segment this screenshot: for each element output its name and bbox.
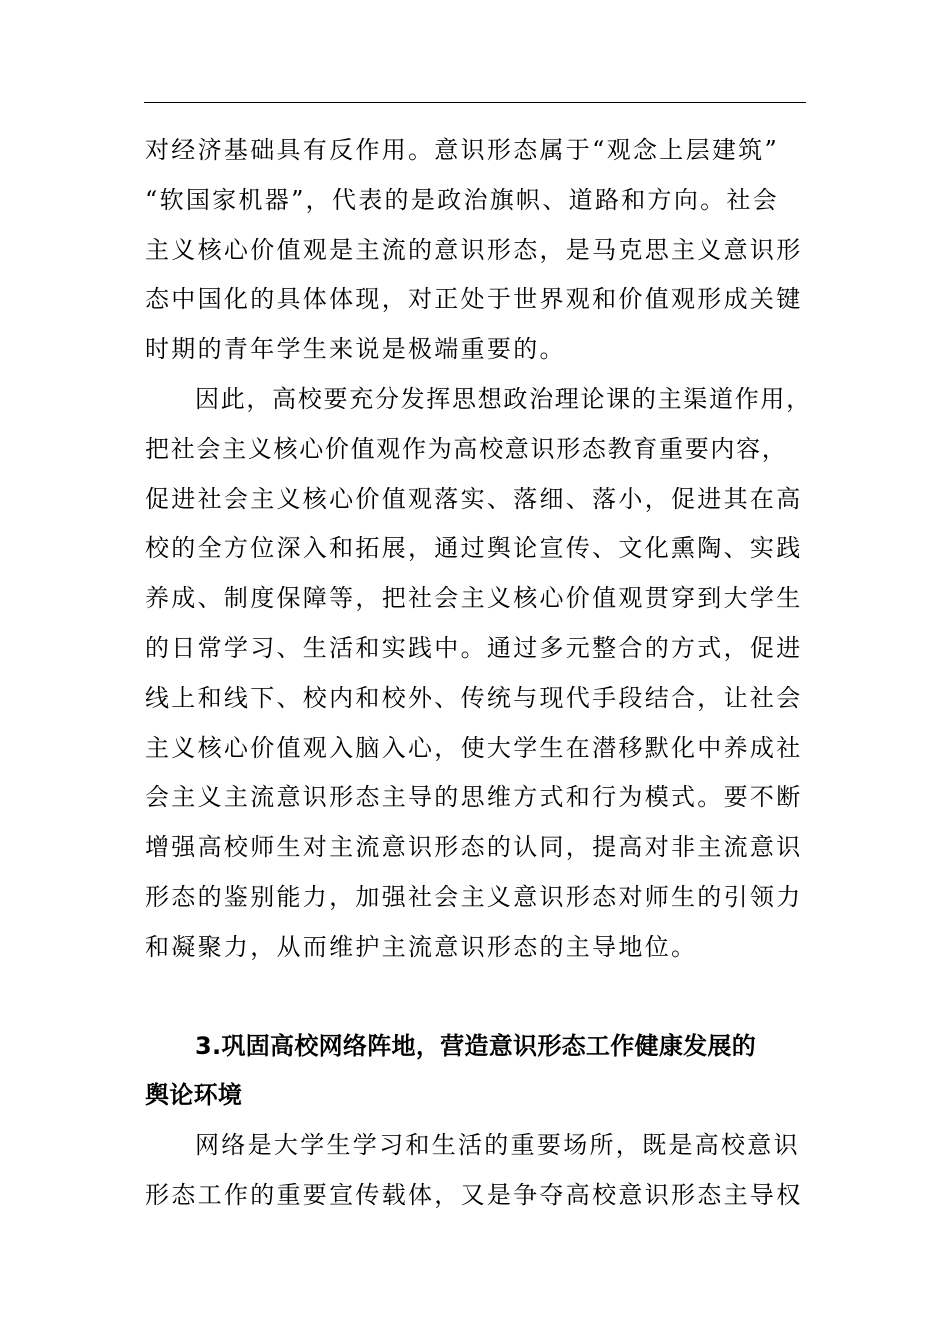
text-line: 线上和线下、校内和校外、传统与现代手段结合，让社会 <box>145 683 803 712</box>
text-line: 态中国化的具体体现，对正处于世界观和价值观形成关键 <box>145 285 803 314</box>
text-line: 因此，高校要充分发挥思想政治理论课的主渠道作用， <box>195 384 812 413</box>
text-line: 和凝聚力，从而维护主流意识形态的主导地位。 <box>145 932 698 961</box>
heading-line: 3.巩固高校网络阵地，营造意识形态工作健康发展的 <box>195 1031 757 1060</box>
document-body <box>145 126 812 1221</box>
paragraph-2 <box>145 375 812 973</box>
heading-line: 舆论环境 <box>145 1081 243 1110</box>
text-line: “软国家机器”，代表的是政治旗帜、道路和方向。社会 <box>145 185 780 214</box>
header-rule <box>144 102 806 103</box>
text-line: 的日常学习、生活和实践中。通过多元整合的方式，促进 <box>145 633 803 662</box>
text-line: 增强高校师生对主流意识形态的认同，提高对非主流意识 <box>145 833 803 862</box>
text-line: 主义核心价值观是主流的意识形态，是马克思主义意识形 <box>145 235 803 264</box>
text-line: 形态工作的重要宣传载体，又是争夺高校意识形态主导权 <box>145 1180 803 1209</box>
text-line: 对经济基础具有反作用。意识形态属于“观念上层建筑” <box>145 136 780 164</box>
text-line: 形态的鉴别能力，加强社会主义意识形态对师生的引领力 <box>145 882 803 911</box>
text-line: 养成、制度保障等，把社会主义核心价值观贯穿到大学生 <box>145 584 803 613</box>
text-line: 网络是大学生学习和生活的重要场所，既是高校意识 <box>195 1131 800 1160</box>
paragraph-gap <box>145 973 807 1022</box>
text-line: 校的全方位深入和拓展，通过舆论宣传、文化熏陶、实践 <box>145 534 803 563</box>
text-line: 促进社会主义核心价值观落实、落细、落小，促进其在高 <box>145 484 803 513</box>
paragraph-1 <box>145 126 807 375</box>
text-line: 把社会主义核心价值观作为高校意识形态教育重要内容， <box>145 434 788 463</box>
text-line: 会主义主流意识形态主导的思维方式和行为模式。要不断 <box>145 783 803 812</box>
text-line: 时期的青年学生来说是极端重要的。 <box>145 335 566 364</box>
paragraph-3 <box>145 1121 807 1221</box>
text-line: 主义核心价值观入脑入心，使大学生在潜移默化中养成社 <box>145 733 803 762</box>
section-heading <box>145 1022 807 1122</box>
